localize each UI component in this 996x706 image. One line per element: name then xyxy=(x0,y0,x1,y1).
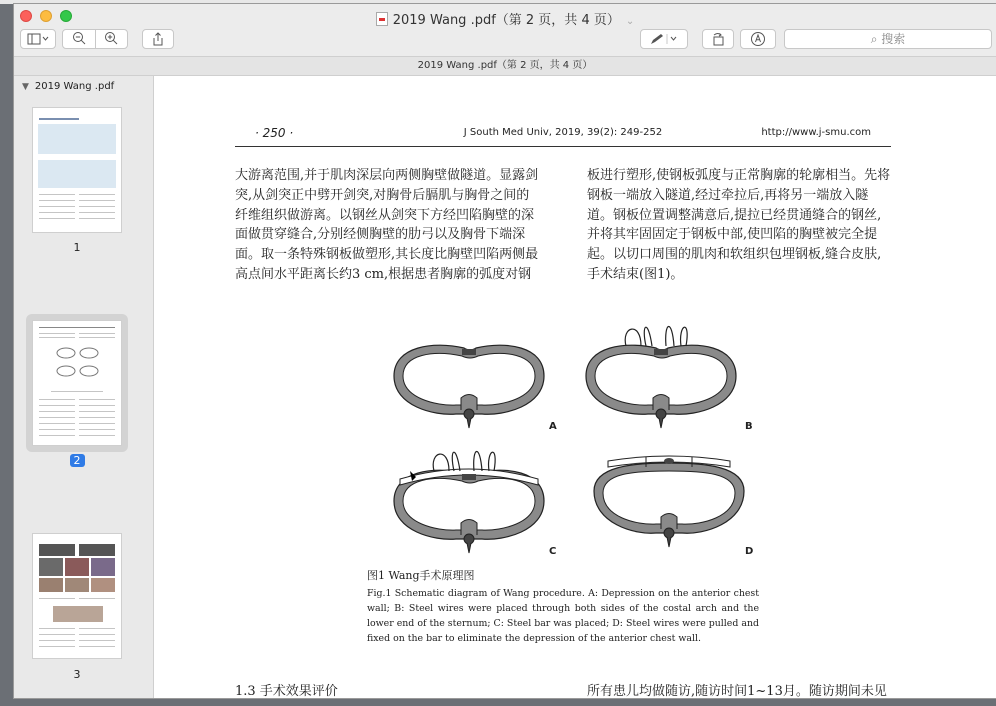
page-thumbnail-3[interactable] xyxy=(33,534,121,658)
zoom-out-icon[interactable] xyxy=(63,31,95,48)
document-view[interactable] xyxy=(154,76,996,698)
page-thumbnail-2[interactable] xyxy=(33,321,121,445)
text-line: 起。以切口周围的肌肉和软组织包埋钢板,缝合皮肤, xyxy=(587,247,882,263)
page-number-label: 1 xyxy=(73,241,81,254)
figure-label: A xyxy=(549,421,557,432)
text-line: 钢板一端放入隧道,经过牵拉后,再将另一端放入隧 xyxy=(587,187,869,203)
zoom-in-icon[interactable] xyxy=(95,31,127,48)
section-heading: 1.3 手术效果评价 xyxy=(235,684,338,698)
window-title-text: 2019 Wang .pdf（第 2 页，共 4 页） xyxy=(392,13,620,28)
text-line: 大游离范围,并于肌肉深层向两侧胸壁做隧道。显露剑 xyxy=(235,168,539,183)
figure-label: D xyxy=(745,546,754,557)
text-line: 高点间水平距离长约3 cm,根据患者胸廓的弧度对钢 xyxy=(235,266,532,282)
sidebar-view-button[interactable] xyxy=(20,29,56,49)
page-thumbnail-1[interactable] xyxy=(33,108,121,232)
title-bar xyxy=(14,4,996,28)
chevron-down-icon: ⌄ xyxy=(625,16,635,27)
rotate-icon xyxy=(711,32,725,46)
wang-procedure-figure xyxy=(154,316,996,556)
figure-label: C xyxy=(549,546,557,557)
caption-english: Fig.1 Schematic diagram of Wang procedure. A: Depression on the anterior chest wall; B: Steel wires were placed through both sides of the costal arch and the lower end of the sternum; C: Steel bar was placed; D: Steel wires were pulled and fixed on the bar to eliminate the depression of the anterior chest wall. xyxy=(367,588,759,644)
figure-label: B xyxy=(745,421,753,432)
text-line: 突,从剑突正中劈开剑突,对胸骨后膈肌与胸骨之间的 xyxy=(235,187,530,203)
diagram-d xyxy=(594,456,744,547)
window-title[interactable] xyxy=(14,9,996,28)
text-line: 面做贯穿缝合,分别经侧胸壁的肋弓以及胸骨下端深 xyxy=(235,227,526,243)
text-line: 面。取一条特殊钢板做塑形,其长度比胸壁凹陷两侧最 xyxy=(235,247,539,263)
page-number-label: 3 xyxy=(73,668,81,681)
share-icon xyxy=(151,32,165,46)
text-line: 手术结束(图1)。 xyxy=(587,266,684,282)
preview-window xyxy=(14,4,996,698)
search-icon: ⌕ xyxy=(870,32,878,46)
figure-caption xyxy=(367,567,759,646)
journal-url: http://www.j-smu.com xyxy=(761,127,871,138)
text-line: 并将其牢固固定于钢板中部,使凹陷的胸壁被完全提 xyxy=(587,227,878,243)
text-line: 板进行塑形,使钢板弧度与正常胸廓的轮廓相当。先将 xyxy=(587,168,891,183)
text-line: 纤维组织做游离。以钢丝从剑突下方经凹陷胸壁的深 xyxy=(235,207,535,223)
zoom-controls xyxy=(62,29,128,49)
page-number-label-selected xyxy=(14,454,140,467)
sidebar-icon xyxy=(27,33,49,45)
disclosure-triangle-icon[interactable]: ▼ xyxy=(22,82,29,92)
toolbar xyxy=(14,28,996,56)
diagram-b xyxy=(586,326,736,428)
journal-citation: J South Med Univ, 2019, 39(2): 249-252 xyxy=(463,127,663,138)
diagram-c xyxy=(394,451,544,553)
pdf-file-icon xyxy=(376,12,388,26)
page-number: · 250 · xyxy=(255,126,294,140)
running-header xyxy=(235,126,891,147)
pdf-page xyxy=(154,76,996,698)
annotate-button[interactable] xyxy=(740,29,776,49)
markup-button[interactable] xyxy=(640,29,688,49)
sidebar-file-item[interactable] xyxy=(22,81,114,92)
markup-circle-icon xyxy=(750,31,766,47)
left-column-text xyxy=(235,166,559,285)
text-line: 道。钢板位置调整满意后,提拉已经贯通缝合的钢丝, xyxy=(587,207,882,223)
rotate-button[interactable] xyxy=(702,29,734,49)
search-input[interactable] xyxy=(784,29,992,49)
pen-icon xyxy=(649,33,679,45)
sidebar-file-name: 2019 Wang .pdf xyxy=(34,81,115,92)
selected-page-badge: 2 xyxy=(70,454,85,467)
right-column-text xyxy=(587,166,911,285)
document-header: 2019 Wang .pdf（第 2 页，共 4 页） xyxy=(14,56,996,76)
thumbnail-figure xyxy=(33,343,121,387)
share-button[interactable] xyxy=(142,29,174,49)
caption-chinese: 图1 Wang手术原理图 xyxy=(367,569,475,582)
search-placeholder: 搜索 xyxy=(881,32,906,46)
thumbnail-sidebar xyxy=(14,76,154,698)
text-line: 所有患儿均做随访,随访时间1~13月。随访期间未见 xyxy=(587,684,887,698)
diagram-a xyxy=(394,345,544,428)
